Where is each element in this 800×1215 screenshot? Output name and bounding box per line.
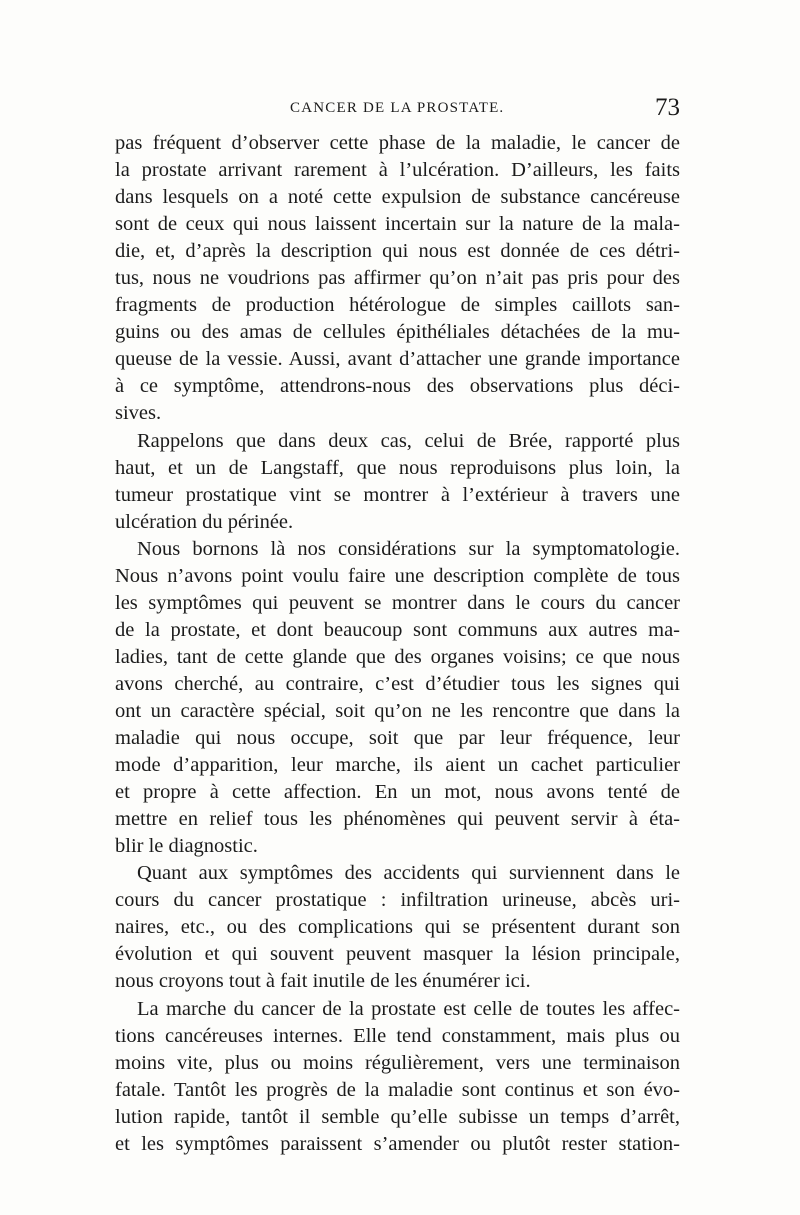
text-line: dans lesquels on a noté cette expulsion de substance cancéreuse <box>115 186 680 209</box>
text-line: die, et, d’après la description qui nous est donnée de ces détri- <box>115 240 680 263</box>
text-line: sont de ceux qui nous laissent incertain sur la nature de la mala- <box>115 213 680 236</box>
text-line: cours du cancer prostatique : infiltration urineuse, abcès uri- <box>115 889 680 912</box>
text-line: guins ou des amas de cellules épithéliales détachées de la mu- <box>115 321 680 344</box>
text-line: queuse de la vessie. Aussi, avant d’attacher une grande importance <box>115 348 680 371</box>
running-title: CANCER DE LA PROSTATE. <box>290 100 505 116</box>
running-header <box>115 96 680 126</box>
text-line: Nous bornons là nos considérations sur la symptomatologie. <box>137 537 680 560</box>
text-line: la prostate arrivant rarement à l’ulcération. D’ailleurs, les faits <box>115 159 680 182</box>
text-line: naires, etc., ou des complications qui se présentent durant son <box>115 916 680 939</box>
text-line: de la prostate, et dont beaucoup sont communs aux autres ma- <box>115 618 680 641</box>
text-line: les symptômes qui peuvent se montrer dans le cours du cancer <box>115 591 680 614</box>
text-line: La marche du cancer de la prostate est celle de toutes les affec- <box>137 997 680 1020</box>
text-line: Rappelons que dans deux cas, celui de Brée, rapporté plus <box>137 429 680 452</box>
text-line: évolution et qui souvent peuvent masquer la lésion principale, <box>115 943 680 966</box>
text-line: moins vite, plus ou moins régulièrement, vers une terminaison <box>115 1051 680 1074</box>
text-line: et propre à cette affection. En un mot, nous avons tenté de <box>115 781 680 804</box>
text-line: et les symptômes paraissent s’amender ou plutôt rester station- <box>115 1132 680 1155</box>
text-line: nous croyons tout à fait inutile de les énumérer ici. <box>115 970 531 993</box>
text-line: tus, nous ne voudrions pas affirmer qu’on n’ait pas pris pour des <box>115 267 680 290</box>
text-line: tumeur prostatique vint se montrer à l’extérieur à travers une <box>115 483 680 506</box>
text-line: sives. <box>115 402 162 425</box>
text-line: haut, et un de Langstaff, que nous reproduisons plus loin, la <box>115 456 680 479</box>
text-line: mode d’apparition, leur marche, ils aient un cachet particulier <box>115 754 680 777</box>
text-line: blir le diagnostic. <box>115 835 258 858</box>
text-line: fragments de production hétérologue de simples caillots san- <box>115 294 680 317</box>
text-line: à ce symptôme, attendrons-nous des observations plus déci- <box>115 375 680 398</box>
text-line: ulcération du périnée. <box>115 510 294 533</box>
text-line: avons cherché, au contraire, c’est d’étudier tous les signes qui <box>115 672 680 695</box>
text-line: Nous n’avons point voulu faire une description complète de tous <box>115 564 680 587</box>
text-line: fatale. Tantôt les progrès de la maladie sont continus et son évo- <box>115 1078 680 1101</box>
text-line: lution rapide, tantôt il semble qu’elle subisse un temps d’arrêt, <box>115 1105 680 1128</box>
text-line: Quant aux symptômes des accidents qui surviennent dans le <box>137 862 680 885</box>
body-text <box>115 130 680 1158</box>
text-line: ont un caractère spécial, soit qu’on ne les rencontre que dans la <box>115 699 680 722</box>
text-line: tions cancéreuses internes. Elle tend constamment, mais plus ou <box>115 1024 680 1047</box>
page-number: 73 <box>655 94 680 121</box>
text-line: ladies, tant de cette glande que des organes voisins; ce que nous <box>115 645 680 668</box>
text-line: maladie qui nous occupe, soit que par leur fréquence, leur <box>115 727 680 750</box>
text-line: pas fréquent d’observer cette phase de la maladie, le cancer de <box>115 132 680 154</box>
text-line: mettre en relief tous les phénomènes qui peuvent servir à éta- <box>115 808 680 831</box>
